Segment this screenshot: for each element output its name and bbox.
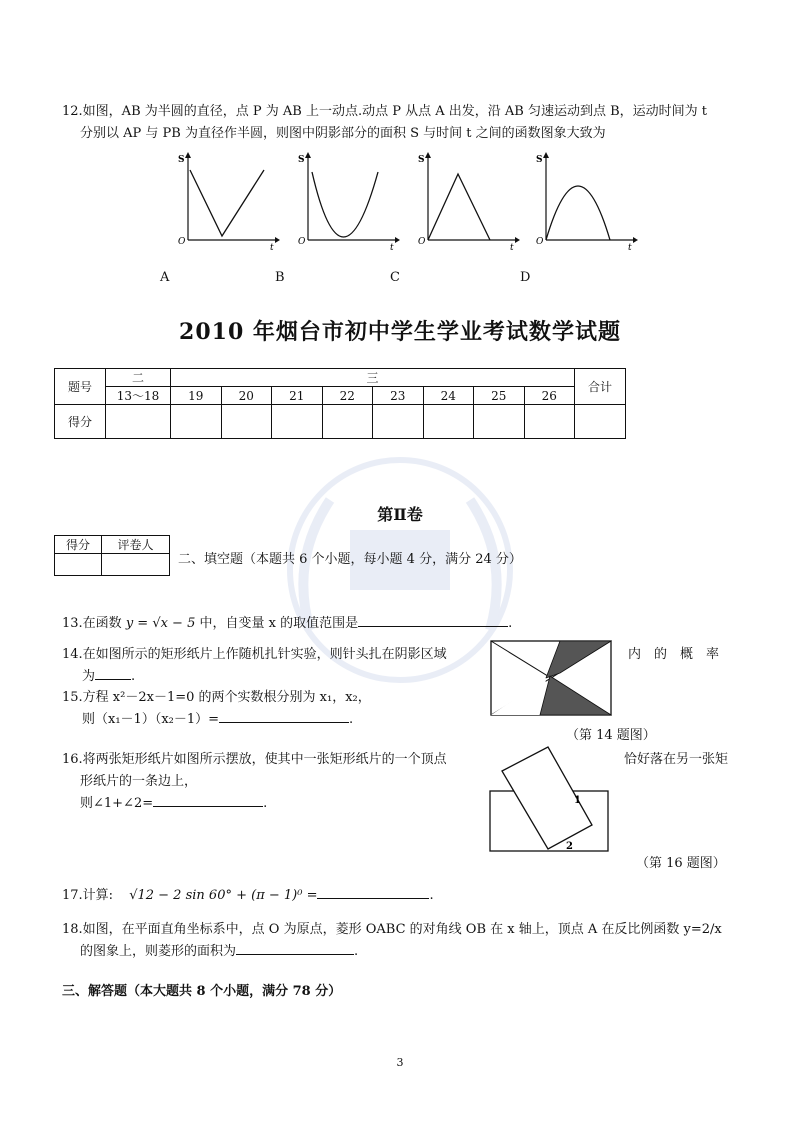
q17-end: .	[429, 888, 434, 903]
q18-line2-text: 的图象上，则菱形的面积为	[80, 944, 237, 959]
score-cell[interactable]	[221, 405, 272, 439]
grader-name-label: 评卷人	[102, 536, 170, 554]
graph-o-label: O	[536, 237, 544, 247]
q13-suffix: 中，自变量 x 的取值范围是	[195, 616, 359, 631]
score-cell[interactable]	[272, 405, 323, 439]
q18-line2	[80, 940, 358, 959]
q12-graph-a	[170, 152, 280, 252]
exam-title: 2010 年烟台市初中学生学业考试数学试题	[179, 319, 621, 345]
score-col: 26	[524, 387, 575, 405]
q12-line2: 分别以 AP 与 PB 为直径作半圆，则图中阴影部分的面积 S 与时间 t 之间的函数图象大致为	[80, 126, 606, 141]
q12-line1: 12.如图，AB 为半圆的直径，点 P 为 AB 上一动点.动点 P 从点 A 出发，沿 AB 匀速运动到点 B，运动时间为 t	[62, 104, 708, 119]
graph-o-label: O	[418, 237, 426, 247]
grader-score-cell[interactable]	[55, 554, 102, 576]
q17-formula: √12 − 2 sin 60° + (π − 1)⁰ =	[129, 888, 318, 903]
q12-graph-b	[290, 152, 400, 252]
q17-prefix: 17.计算:	[62, 888, 114, 903]
q16-caption: （第 16 题图）	[636, 856, 726, 871]
q14-line1: 14.在如图所示的矩形纸片上作随机扎针实验，则针头扎在阴影区域	[62, 647, 447, 662]
graph-s-label: S	[178, 155, 185, 165]
score-table	[54, 368, 626, 439]
score-cell[interactable]	[423, 405, 474, 439]
option-c: C	[390, 270, 400, 285]
q15-line2	[82, 708, 353, 727]
q13-prefix: 13.在函数	[62, 616, 126, 631]
graph-t-label: t	[510, 243, 514, 252]
score-col: 24	[423, 387, 474, 405]
score-col: 23	[373, 387, 424, 405]
score-table-total: 合计	[575, 369, 626, 405]
q17-answer-blank[interactable]	[317, 886, 429, 899]
graph-s-label: S	[418, 155, 425, 165]
option-b: B	[275, 270, 285, 285]
score-cell[interactable]	[524, 405, 575, 439]
q14-line2-text: 为	[82, 669, 96, 684]
q17	[62, 884, 434, 903]
graph-o-label: O	[178, 237, 186, 247]
q14-line2	[82, 665, 135, 684]
score-col: 20	[221, 387, 272, 405]
score-cell[interactable]	[575, 405, 626, 439]
score-cell[interactable]	[373, 405, 424, 439]
score-col: 21	[272, 387, 323, 405]
q13-formula: y = √x − 5	[125, 616, 196, 631]
page-number: 3	[396, 1056, 404, 1069]
score-col: 13～18	[106, 387, 171, 405]
q16-figure	[488, 745, 612, 855]
q14-right: 内 的 概 率	[628, 647, 720, 662]
q14-caption: （第 14 题图）	[566, 728, 656, 743]
q15-line1: 15.方程 x²－2x－1=0 的两个实数根分别为 x₁，x₂，	[62, 690, 371, 705]
angle-2-label: 2	[566, 841, 573, 852]
q13-answer-blank[interactable]	[358, 614, 508, 627]
score-cell[interactable]	[171, 405, 222, 439]
section-title: 第Ⅱ卷	[377, 505, 423, 524]
graph-t-label: t	[270, 243, 274, 252]
grader-name-cell[interactable]	[102, 554, 170, 576]
q16-line3	[80, 792, 267, 811]
score-cell[interactable]	[474, 405, 525, 439]
grader-score-label: 得分	[55, 536, 102, 554]
score-table-row-label: 题号	[55, 369, 106, 405]
score-table-group2: 二	[106, 369, 171, 387]
q12-graph-c	[410, 152, 520, 252]
option-a: A	[160, 270, 170, 285]
q15-line2-text: 则（x₁－1）（x₂－1）=	[82, 712, 220, 727]
q16-line3-text: 则∠1+∠2=	[80, 796, 154, 811]
q15-end: .	[349, 712, 354, 727]
score-col: 25	[474, 387, 525, 405]
score-row-label: 得分	[55, 405, 106, 439]
q16-right: 恰好落在另一张矩	[624, 752, 729, 767]
angle-1-label: 1	[574, 795, 581, 806]
score-cell[interactable]	[106, 405, 171, 439]
q16-end: .	[263, 796, 268, 811]
graph-t-label: t	[390, 243, 394, 252]
option-d: D	[520, 270, 531, 285]
part3-header: 三、解答题（本大题共 8 个小题，满分 78 分）	[62, 984, 342, 999]
q14-end: .	[131, 669, 136, 684]
q16-answer-blank[interactable]	[153, 794, 263, 807]
graph-s-label: S	[536, 155, 543, 165]
score-col: 22	[322, 387, 373, 405]
q14-figure	[490, 640, 612, 716]
graph-o-label: O	[298, 237, 306, 247]
q14-answer-blank[interactable]	[95, 667, 131, 680]
q13	[62, 612, 512, 631]
q18-end: .	[354, 944, 359, 959]
score-cell[interactable]	[322, 405, 373, 439]
q18-line1: 18.如图，在平面直角坐标系中，点 O 为原点，菱形 OABC 的对角线 OB 在 x 轴上，顶点 A 在反比例函数 y=2/x	[62, 922, 722, 937]
grader-table	[54, 535, 170, 576]
q16-line1: 16.将两张矩形纸片如图所示摆放，使其中一张矩形纸片的一个顶点	[62, 752, 447, 767]
q15-answer-blank[interactable]	[219, 710, 349, 723]
q13-end: .	[508, 616, 513, 631]
part2-header: 二、填空题（本题共 6 个小题，每小题 4 分，满分 24 分）	[178, 552, 522, 567]
q16-line2: 形纸片的一条边上，	[80, 774, 198, 789]
q12-graph-d	[528, 152, 638, 252]
graph-s-label: S	[298, 155, 305, 165]
q18-answer-blank[interactable]	[236, 942, 354, 955]
score-table-group3: 三	[171, 369, 575, 387]
score-col: 19	[171, 387, 222, 405]
graph-t-label: t	[628, 243, 632, 252]
